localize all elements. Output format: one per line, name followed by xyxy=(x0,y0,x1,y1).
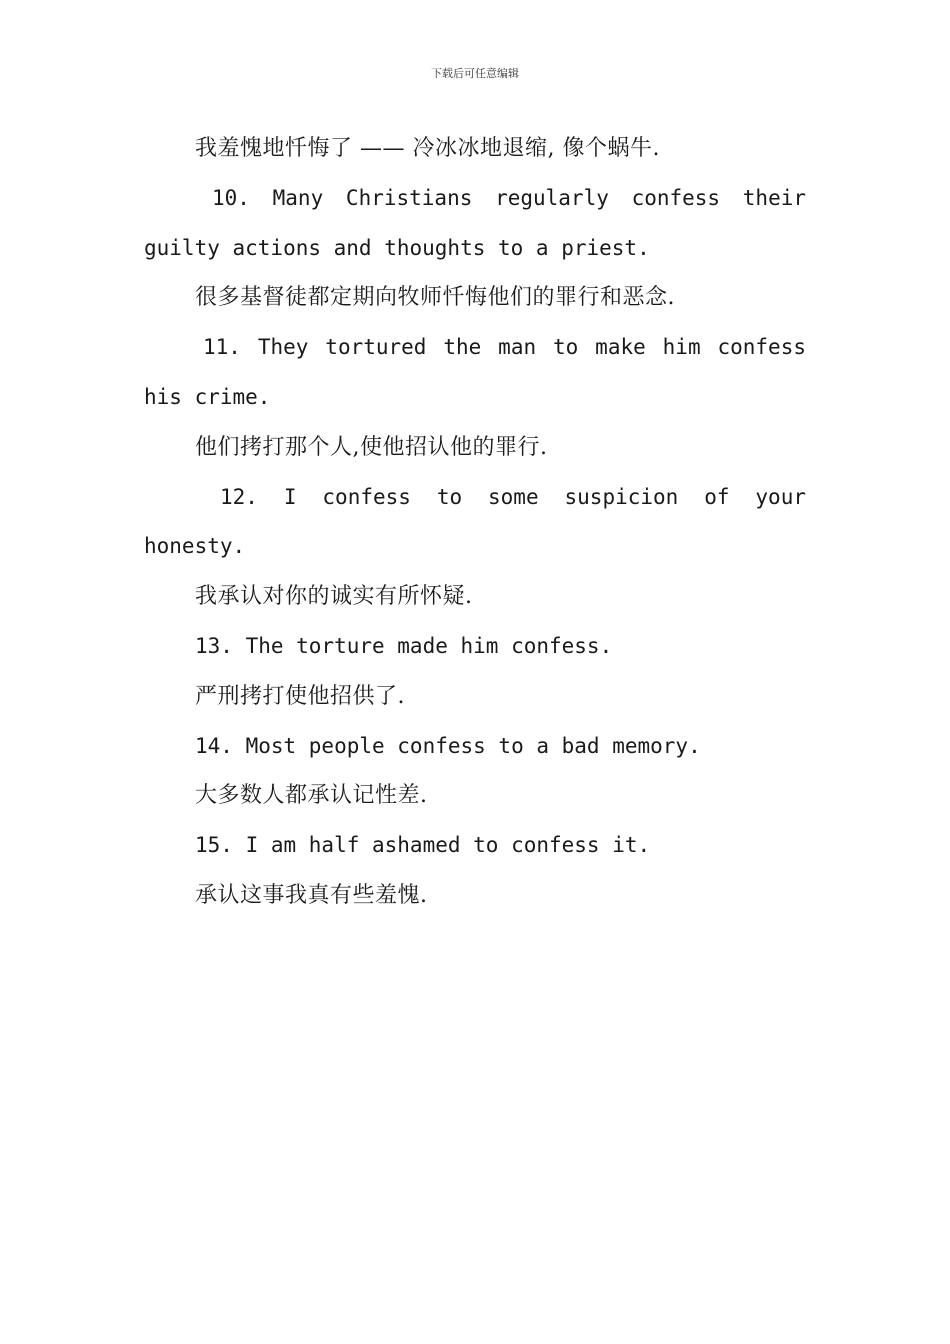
document-body xyxy=(144,124,806,921)
page-header: 下载后可任意编辑 xyxy=(431,67,519,80)
translation-12: 我承认对你的诚实有所怀疑. xyxy=(195,584,473,610)
translation-14: 大多数人都承认记性差. xyxy=(195,783,428,809)
sentence-11: 11. They tortured the man to make him confess his crime. xyxy=(144,335,806,409)
sentence-14: 14. Most people confess to a bad memory. xyxy=(195,733,701,758)
translation-13: 严刑拷打使他招供了. xyxy=(195,683,405,709)
translation-11: 他们拷打那个人,使他招认他的罪行. xyxy=(195,434,548,460)
translation-10: 很多基督徒都定期向牧师忏悔他们的罪行和恶念. xyxy=(195,285,675,311)
sentence-12: 12. I confess to some suspicion of your honesty. xyxy=(144,484,806,559)
translation-15: 承认这事我真有些羞愧. xyxy=(195,882,428,908)
sentence-15: 15. I am half ashamed to confess it. xyxy=(195,833,651,858)
translation-9: 我羞愧地忏悔了 —— 冷冰冰地退缩, 像个蜗牛. xyxy=(195,136,660,161)
sentence-10: 10. Many Christians regularly confess their guilty actions and thoughts to a priest. xyxy=(144,185,806,260)
sentence-13: 13. The torture made him confess. xyxy=(195,633,613,658)
